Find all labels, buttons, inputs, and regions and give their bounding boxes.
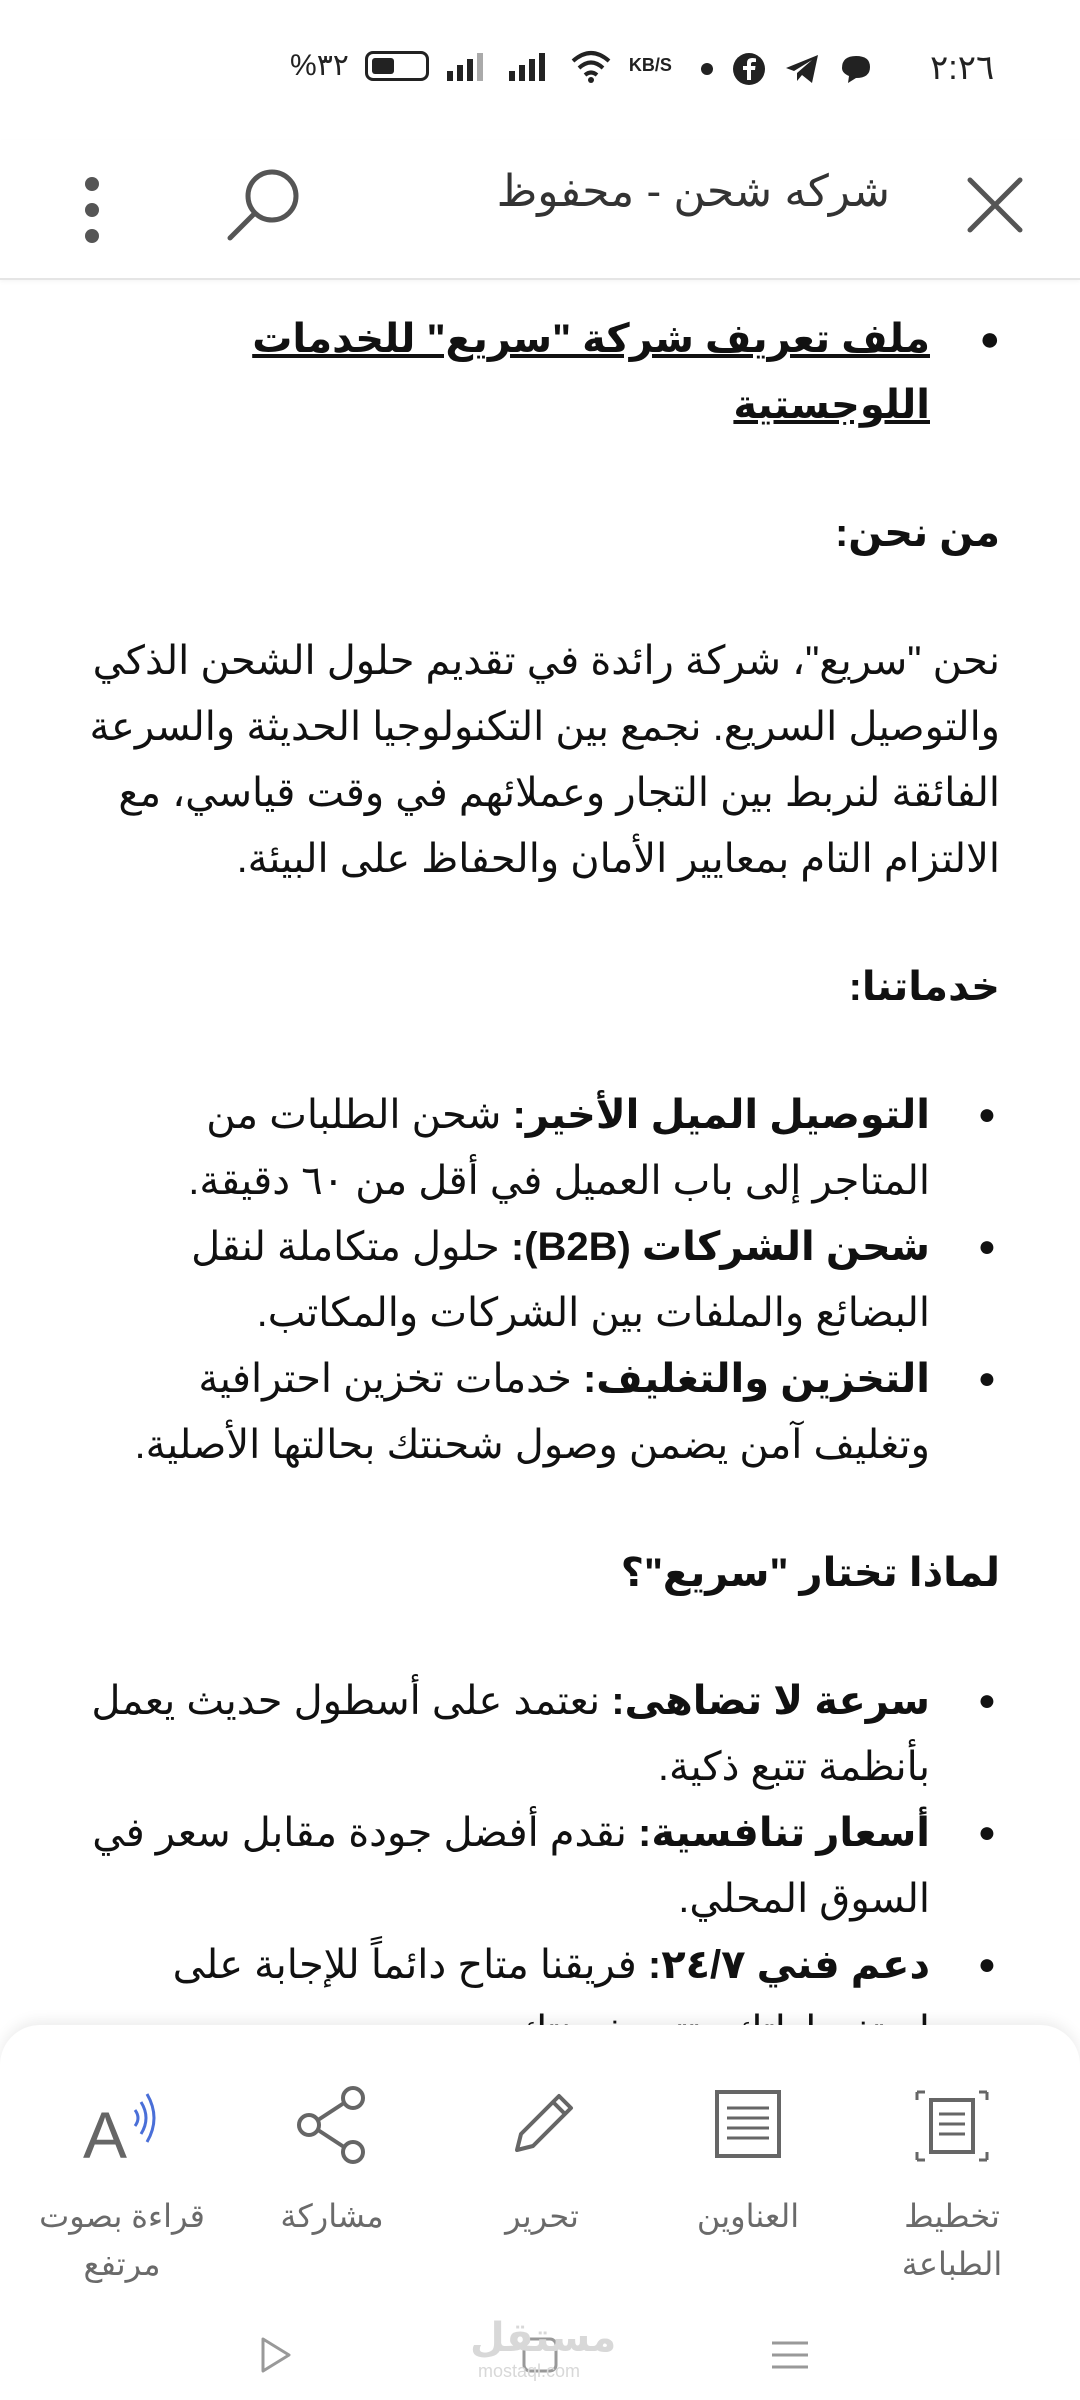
back-triangle-icon[interactable] <box>245 2325 305 2385</box>
list-item-text: شحن الطلبات من المتاجر إلى باب العميل في أقل من ٦٠ دقيقة. <box>188 1093 930 1203</box>
list-item-text: خدمات تخزين احترافية وتغليف آمن يضمن وصول شحنتك بحالتها الأصلية. <box>134 1357 930 1467</box>
telegram-icon <box>784 53 820 85</box>
battery-percent: %٣٢ <box>290 49 349 82</box>
list-item <box>80 1214 1000 1346</box>
list-item-text: فريقنا متاح دائماً للإجابة على <box>172 1943 637 1987</box>
wifi-icon <box>569 49 613 83</box>
recents-menu-icon[interactable] <box>760 2325 820 2385</box>
bullet-icon: ● <box>979 320 1000 358</box>
bottom-toolbar <box>0 2025 1080 2400</box>
close-icon[interactable] <box>960 170 1030 240</box>
headings-label: العناوين <box>696 2198 800 2234</box>
watermark-url: mostaql.com <box>478 2361 581 2381</box>
watermark-logo: مستقل <box>470 2316 617 2360</box>
document-outline-icon <box>703 2080 793 2170</box>
list-item-label: التخزين والتغليف: <box>582 1357 930 1401</box>
about-heading: من نحن: <box>834 511 1000 555</box>
list-item-text: حلول متكاملة لنقل البضائع والملفات بين الشركات والمكاتب. <box>191 1225 930 1335</box>
bullet-icon: ● <box>977 1948 996 1981</box>
list-item <box>80 1668 1000 1800</box>
status-right-group <box>290 48 672 83</box>
print-layout-label: تخطيط الطباعة <box>901 2198 1003 2282</box>
dot-icon <box>700 62 714 76</box>
signal-icon-2 <box>507 51 553 81</box>
more-vert-icon[interactable] <box>72 170 112 250</box>
list-item-label: التوصيل الميل الأخير: <box>512 1093 930 1137</box>
svg-text:A: A <box>83 2098 128 2170</box>
list-item-label: أسعار تنافسية: <box>638 1811 930 1855</box>
network-speed-unit: KB/S <box>628 55 672 75</box>
list-item-label: شحن الشركات (B2B): <box>510 1225 930 1269</box>
bullet-icon: ● <box>977 1816 996 1849</box>
share-button[interactable] <box>232 2080 432 2240</box>
read-aloud-button[interactable] <box>22 2080 222 2288</box>
battery-icon <box>365 51 429 81</box>
facebook-icon <box>732 52 766 86</box>
list-item-label: دعم فني ٢٤/٧: <box>647 1943 930 1987</box>
status-bar <box>0 0 1080 140</box>
list-item <box>80 1082 1000 1214</box>
chat-bubble-icon <box>838 52 874 86</box>
share-label: مشاركة <box>280 2198 384 2234</box>
document-heading-text: ملف تعريف شركة "سريع" للخدمات اللوجستية <box>252 317 930 427</box>
app-bar <box>0 140 1080 280</box>
status-time: ٢:٢٦ <box>930 49 995 87</box>
signal-icon-1 <box>445 51 491 81</box>
bullet-icon: ● <box>977 1230 996 1263</box>
edit-label: تحرير <box>505 2198 579 2234</box>
services-list <box>80 1082 1000 1478</box>
list-item <box>80 1346 1000 1478</box>
bullet-icon: ● <box>977 1362 996 1395</box>
headings-button[interactable] <box>648 2080 848 2240</box>
about-paragraph: نحن "سريع"، شركة رائدة في تقديم حلول الشحن الذكي والتوصيل السريع. نجمع بين التكنولوجيا الحديثة والسرعة الفائقة لنربط بين التجار وعملائهم في وقت قياسي، مع الالتزام التام بمعايير الأمان والحفاظ على البيئة. <box>89 639 1000 881</box>
list-item-label: سرعة لا تضاهى: <box>611 1679 930 1723</box>
notification-icons <box>700 52 874 86</box>
pencil-icon <box>497 2080 587 2170</box>
print-layout-icon <box>907 2080 997 2170</box>
print-layout-button[interactable] <box>852 2080 1052 2288</box>
list-item <box>80 1800 1000 1932</box>
why-heading: لماذا تختار "سريع"؟ <box>620 1551 1000 1595</box>
edit-button[interactable] <box>442 2080 642 2240</box>
bullet-icon: ● <box>977 1684 996 1717</box>
document-title-bar: شركه شحن - محفوظ <box>496 167 890 216</box>
search-icon[interactable] <box>220 160 310 250</box>
read-aloud-label: قراءة بصوت مرتفع <box>39 2198 205 2282</box>
system-nav-bar <box>0 2315 1080 2400</box>
reasons-list <box>80 1668 1000 2064</box>
services-heading: خدماتنا: <box>848 965 1000 1009</box>
read-aloud-icon <box>77 2080 167 2170</box>
document-content <box>80 290 1000 2064</box>
list-item-text: نقدم أفضل جودة مقابل سعر في السوق المحلي. <box>92 1811 930 1921</box>
share-icon <box>287 2080 377 2170</box>
bullet-icon: ● <box>977 1098 996 1131</box>
document-heading <box>80 306 1000 438</box>
list-item-text: نعتمد على أسطول حديث يعمل بأنظمة تتبع ذكية. <box>91 1679 930 1789</box>
